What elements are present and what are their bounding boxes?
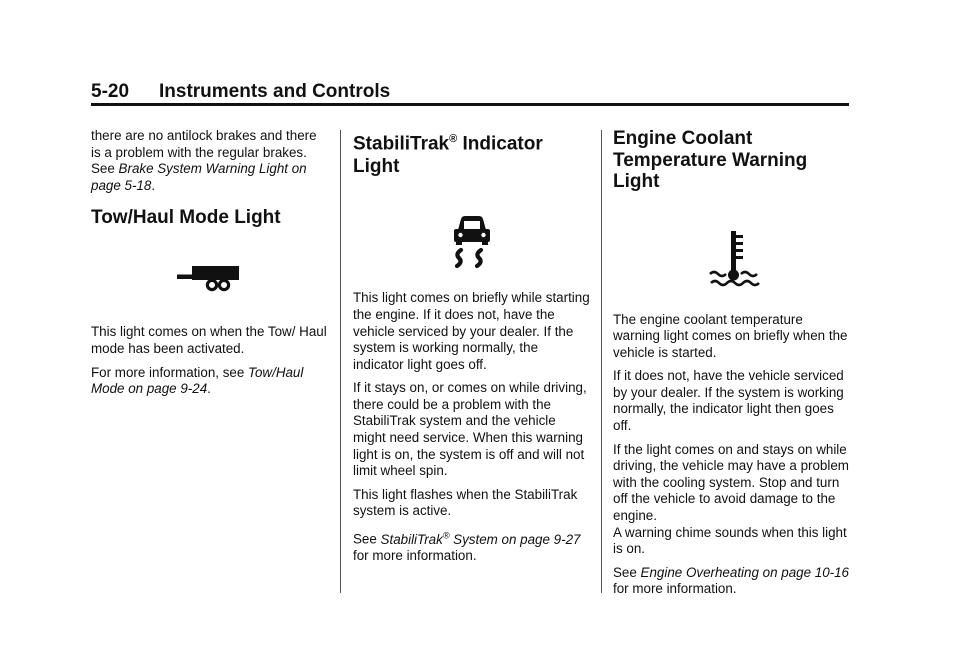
stabilitrak-heading: StabiliTrak® Indicator Light: [353, 133, 543, 178]
stabilitrak-system-link[interactable]: StabiliTrak® System on page 9-27: [380, 530, 581, 547]
stabilitrak-paragraph-3: This light flashes when the StabiliTrak system is active.: [353, 486, 578, 519]
stabilitrak-paragraph-2: If it stays on, or comes on while driving, there could be a problem with the StabiliTrak system and the vehicle might need service. When this warning light is on, the system is off and will not limit wheel spin.: [353, 380, 587, 479]
coolant-paragraph-3: If the light comes on and stays on while driving, the vehicle may have a problem with the cooling system. Stop and turn off the vehicle to avoid damage to the engine.: [613, 441, 849, 524]
coolant-paragraph-2: If it does not, have the vehicle serviced by your dealer. If the system is working normally, the indicator light then goes off.: [613, 368, 844, 434]
trailer-icon: [91, 229, 327, 324]
tow-haul-description: This light comes on when the Tow/ Haul mode has been activated.: [91, 324, 327, 356]
column-2: [353, 128, 591, 572]
engine-coolant-heading: Engine Coolant Temperature Warning Light: [613, 128, 808, 192]
tow-haul-link[interactable]: Tow/Haul Mode on page 9-24: [91, 364, 304, 397]
stabilitrak-paragraph-1: This light comes on briefly while starting the engine. If it does not, have the vehicle serviced by your dealer. If the system is working normally, the indicator light goes off.: [353, 290, 590, 372]
tow-haul-heading: Tow/Haul Mode Light: [91, 207, 281, 229]
stabilitrak-more-info: See StabiliTrak® System on page 9-27 for more information.: [353, 530, 581, 564]
coolant-more-info: See Engine Overheating on page 10-16 for more information.: [613, 564, 850, 597]
page-number: 5-20: [91, 81, 130, 102]
coolant-chime-note: A warning chime sounds when this light is on.: [613, 524, 847, 557]
page-header: [91, 80, 849, 104]
column-3: [613, 128, 853, 605]
tow-haul-more-info: For more information, see Tow/Haul Mode on page 9-24.: [91, 364, 304, 397]
antilock-continued-paragraph: there are no antilock brakes and there is a problem with the regular brakes. See Brake System Warning Light on page 5-18.: [91, 128, 317, 193]
coolant-paragraph-1: The engine coolant temperature warning light comes on briefly when the vehicle is started.: [613, 311, 848, 360]
header-rule: [91, 103, 849, 106]
coolant-temperature-icon: [613, 193, 853, 312]
column-1: [91, 128, 327, 405]
skidding-car-icon: [353, 178, 591, 290]
brake-warning-link[interactable]: Brake System Warning Light on page 5-18: [91, 161, 307, 193]
engine-overheating-link[interactable]: Engine Overheating on page 10-16: [640, 564, 850, 580]
section-title: Instruments and Controls: [159, 81, 391, 102]
column-divider-2: [601, 130, 602, 593]
column-divider-1: [340, 130, 341, 593]
